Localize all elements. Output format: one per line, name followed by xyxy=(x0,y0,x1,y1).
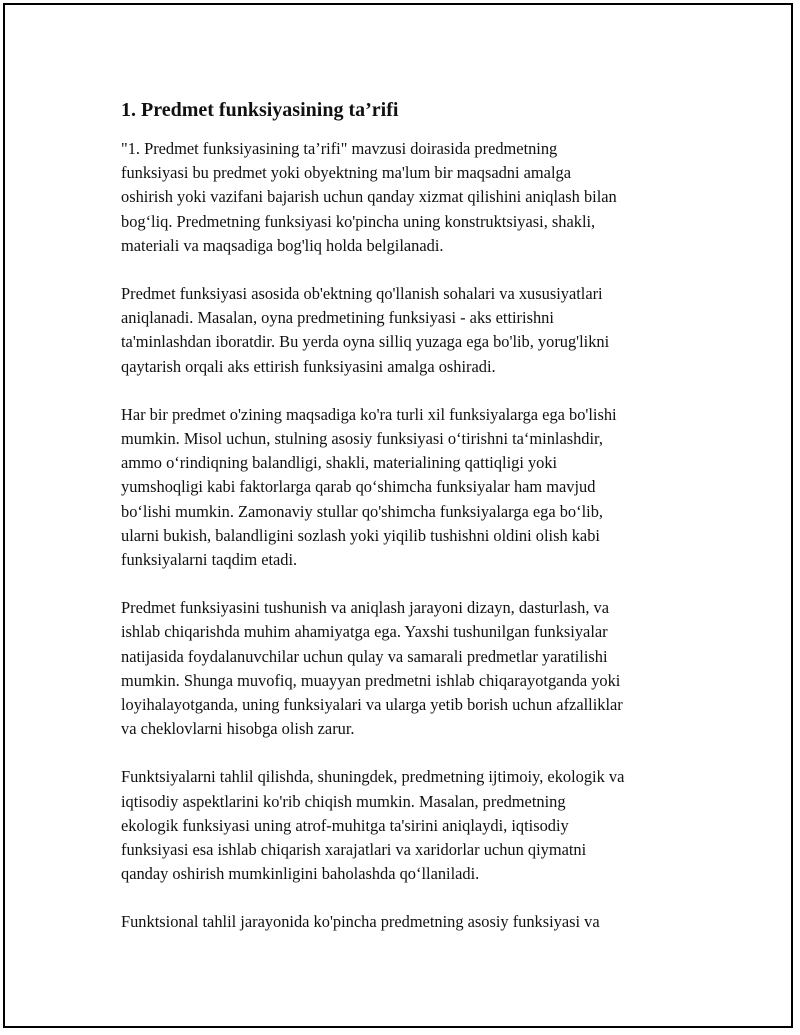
paragraph-2: Predmet funksiyasi asosida ob'ektning qo'llanish sohalari va xususiyatlari aniqlanadi. Masalan, oyna predmetining funksiyasi - aks ettirishni ta'minlashdan iboratdir. Bu yerda oyna silliq yuzaga ega bo'lib, yorug'likni qaytarish orqali aks ettirish funksiyasini amalga oshiradi. xyxy=(121,284,610,376)
paragraph-4: Predmet funksiyasini tushunish va aniqlash jarayoni dizayn, dasturlash, va ishlab chiqarishda muhim ahamiyatga ega. Yaxshi tushunilgan funksiyalar natijasida foydalanuvchilar uchun qulay va samarali predmetlar yaratilishi mumkin. Shunga muvofiq, muayyan predmetni ishlab chiqarayotganda yoki loyihalayotganda, uning funksiyalari va ularga yetib borish uchun afzalliklar va cheklovlarni hisobga olish zarur. xyxy=(121,598,623,739)
paragraph-3: Har bir predmet o'zining maqsadiga ko'ra turli xil funksiyalarga ega bo'lishi mumkin. Misol uchun, stulning asosiy funksiyasi o‘tirishni ta‘minlashdir, ammo o‘rindiqning balandligi, shakli, materialining qattiqligi yoki yumshoqligi kabi faktorlarga qarab qo‘shimcha funksiyalar ham mavjud bo‘lishi mumkin. Zamonaviy stullar qo'shimcha funksiyalarga ega bo‘lib, ularni bukish, balandligini sozlash yoki yiqilib tushishni oldini olish kabi funksiyalarni taqdim etadi. xyxy=(121,404,617,570)
section-heading: 1. Predmet funksiyasining ta’rifi xyxy=(121,99,399,121)
document-page xyxy=(3,3,793,1028)
document-body xyxy=(121,97,701,959)
paragraph-6: Funktsional tahlil jarayonida ko'pincha predmetning asosiy funksiyasi va xyxy=(121,912,600,932)
paragraph-5: Funktsiyalarni tahlil qilishda, shuningdek, predmetning ijtimoiy, ekologik va iqtisodiy aspektlarini ko'rib chiqish mumkin. Masalan, predmetning ekologik funksiyasi uning atrof-muhitga ta'sirini aniqlaydi, iqtisodiy funksiyasi esa ishlab chiqarish xarajatlari va xaridorlar uchun qiymatni qanday oshirish mumkinligini baholashda qo‘llaniladi. xyxy=(121,767,625,884)
paragraph-1: "1. Predmet funksiyasining ta’rifi" mavzusi doirasida predmetning funksiyasi bu predmet yoki obyektning ma'lum bir maqsadni amalga oshirish yoki vazifani bajarish uchun qanday xizmat qilishini aniqlash bilan bog‘liq. Predmetning funksiyasi ko'pincha uning konstruktsiyasi, shakli, materiali va maqsadiga bog'liq holda belgilanadi. xyxy=(121,139,617,255)
